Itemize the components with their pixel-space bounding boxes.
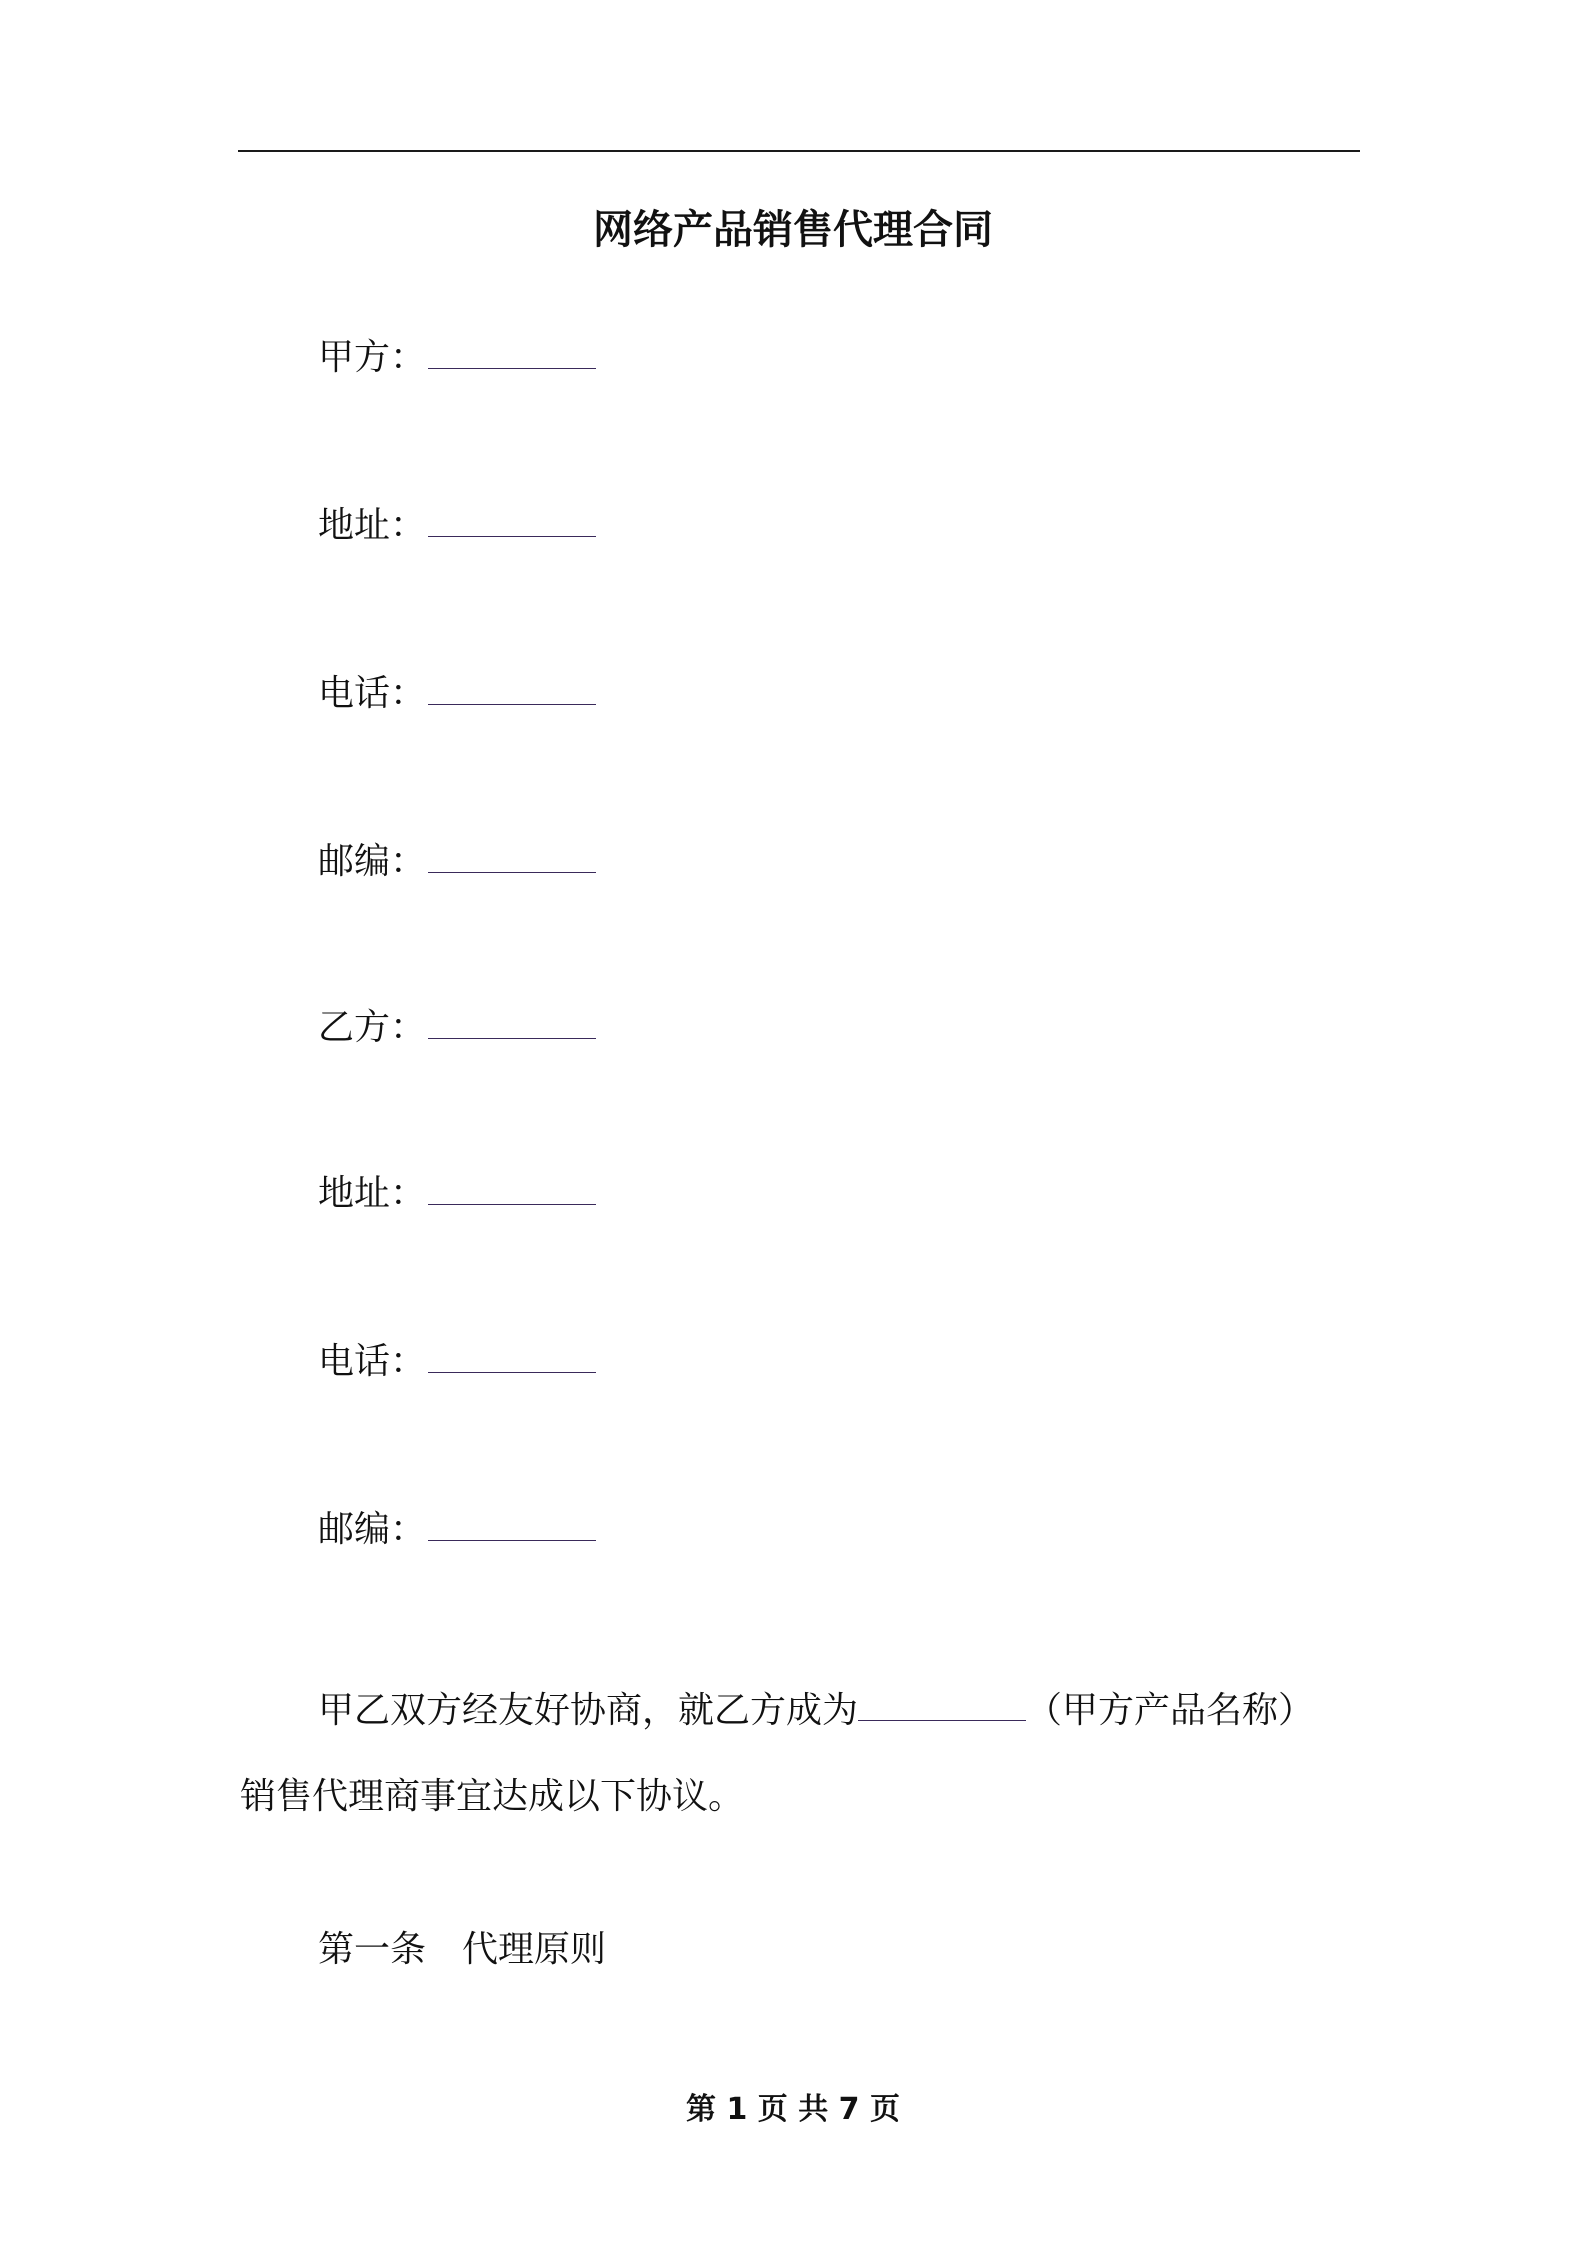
- intro-text-part2: （甲方产品名称）: [1026, 1690, 1315, 1731]
- party-b-address-label: 地址：: [318, 1173, 427, 1214]
- party-b-name-field: [318, 998, 596, 1058]
- party-a-postcode-label: 邮编：: [318, 841, 427, 882]
- product-name-blank: [858, 1680, 1026, 1721]
- party-b-label: 乙方：: [318, 1007, 427, 1048]
- intro-text-part1: 甲乙双方经友好协商，就乙方成为: [318, 1690, 859, 1731]
- intro-line-2: 销售代理商事宜达成以下协议。: [240, 1776, 745, 1817]
- article-1-number: 第一条: [318, 1929, 427, 1970]
- party-a-phone-blank: [428, 664, 596, 705]
- article-1-title: 代理原则: [462, 1929, 607, 1970]
- header-rule: [238, 150, 1360, 152]
- party-a-name-field: [318, 328, 596, 388]
- party-a-address-field: [318, 496, 596, 556]
- party-a-postcode-blank: [428, 832, 596, 873]
- party-a-address-label: 地址：: [318, 505, 427, 546]
- party-a-label: 甲方：: [318, 337, 427, 378]
- page-number-footer: 第 1 页 共 7 页: [686, 2092, 900, 2127]
- intro-line-1: [240, 1668, 1360, 1754]
- party-a-name-blank: [428, 328, 596, 369]
- party-a-postcode-field: [318, 832, 596, 892]
- party-b-phone-label: 电话：: [318, 1341, 427, 1382]
- party-b-postcode-label: 邮编：: [318, 1509, 427, 1550]
- party-b-address-field: [318, 1164, 596, 1224]
- party-b-postcode-field: [318, 1500, 596, 1560]
- party-a-phone-label: 电话：: [318, 673, 427, 714]
- party-b-postcode-blank: [428, 1500, 596, 1541]
- article-1-heading: [318, 1920, 606, 1980]
- party-b-phone-blank: [428, 1332, 596, 1373]
- intro-paragraph: [240, 1668, 1360, 1840]
- party-b-address-blank: [428, 1164, 596, 1205]
- party-b-name-blank: [428, 998, 596, 1039]
- party-b-phone-field: [318, 1332, 596, 1392]
- party-a-address-blank: [428, 496, 596, 537]
- party-a-phone-field: [318, 664, 596, 724]
- document-title: 网络产品销售代理合同: [593, 206, 993, 253]
